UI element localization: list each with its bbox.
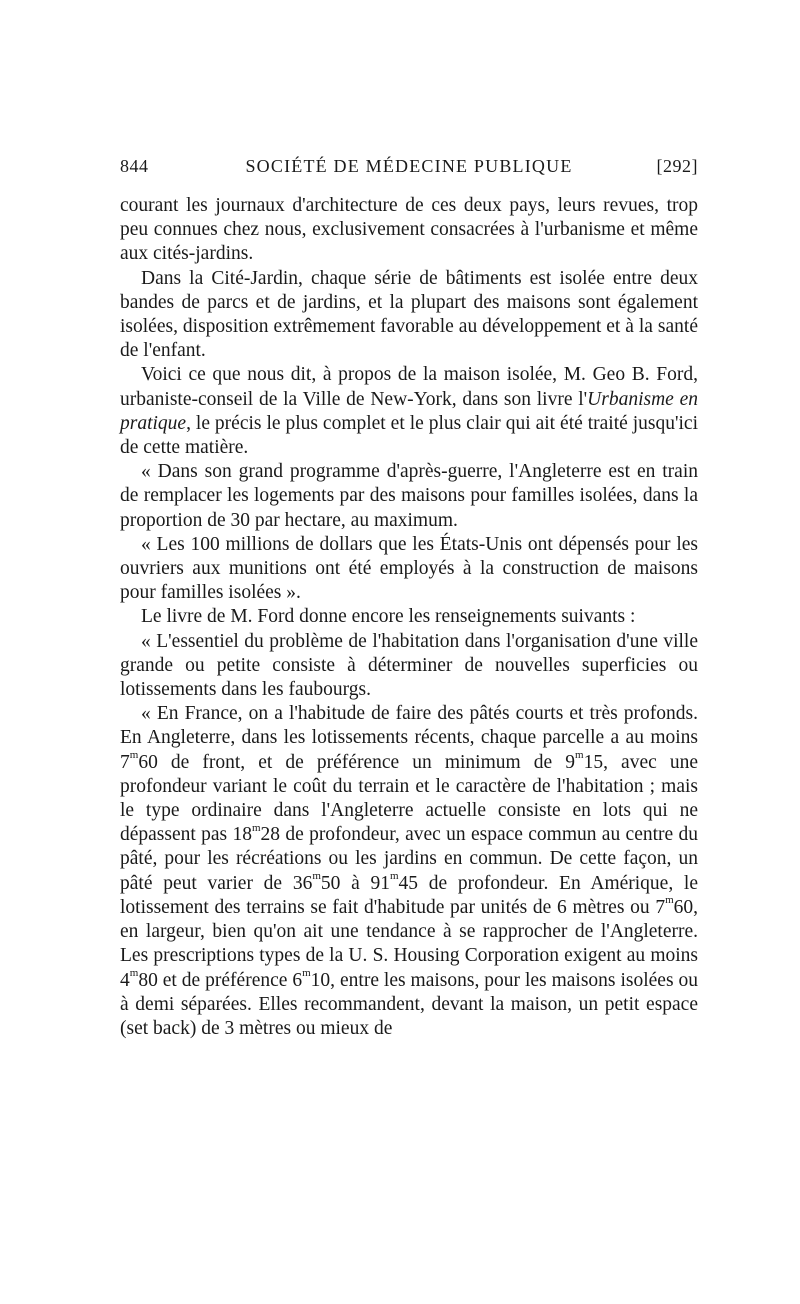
book-title: Urbanisme en pratique	[120, 388, 698, 434]
page-header	[120, 156, 698, 182]
paragraph	[120, 363, 698, 460]
paragraph: Le livre de M. Ford donne encore les renseignements suivants :	[141, 606, 636, 628]
body-text	[120, 194, 698, 1041]
paragraph: « Dans son grand programme d'après-guerre, l'Angleterre est en train de remplacer les logements par des maisons pour familles isolées, dans la proportion de 30 par hectare, au maximum.	[120, 461, 698, 531]
paragraph-text: , le précis le plus complet et le plus clair qui ait été traité jusqu'ici de cette matière.	[120, 412, 698, 459]
bracketed-page-number: [292]	[656, 156, 698, 176]
paragraph: « En France, on a l'habitude de faire des pâtés courts et très profonds. En Angleterre, dans les lotissements récents, chaque parcelle a au moins 7$^m$60 de front, et de préférence un minimum de 9$^m$15, avec une profondeur variant le coût du terrain et le caractère de l'habitation ; mais le type ordinaire dans l'Angleterre actuelle consiste en lots qui ne dépassent pas 18$^m$28 de profondeur, avec un espace commun au centre du pâté, pour les récréations ou les jardins en commun. De cette façon, un pâté peut varier de 36$^m$50 à 91$^m$45 de profondeur. En Amérique, le lotissement des terrains se fait d'habitude par unités de 6 mètres ou 7$^m$60, en largeur, bien qu'on ait une tendance à se rapprocher de l'Angleterre. Les prescriptions types de la U. S. Housing Corporation exigent au moins 4$^m$80 et de préférence 6$^m$10, entre les maisons, pour les maisons isolées ou à demi séparées. Elles recommandent, devant la maison, un petit espace (set back) de 3 mètres ou mieux de	[120, 703, 698, 1039]
page-number: 844	[120, 156, 149, 176]
paragraph: « L'essentiel du problème de l'habitation dans l'organisation d'une ville grande ou petite consiste à déterminer de nouvelles superficies ou lotissements dans les faubourgs.	[120, 630, 698, 701]
paragraph: « Les 100 millions de dollars que les États-Unis ont dépensés pour les ouvriers aux munitions ont été employés à la construction de maisons pour familles isolées ».	[120, 533, 698, 604]
paragraph: courant les journaux d'architecture de ces deux pays, leurs revues, trop peu connues chez nous, exclusivement consacrées à l'urbanisme et même aux cités-jardins.	[120, 195, 698, 265]
running-title: SOCIÉTÉ DE MÉDECINE PUBLIQUE	[245, 156, 573, 176]
paragraph-text: Voici ce que nous dit, à propos de la maison isolée, M. Geo B. Ford, urbaniste-conseil de la Ville de New-York, dans son livre l'	[120, 364, 698, 410]
paragraph: Dans la Cité-Jardin, chaque série de bâtiments est isolée entre deux bandes de parcs et de jardins, et la plupart des maisons sont également isolées, disposition extrêmement favorable au développement et à la santé de l'enfant.	[120, 267, 698, 362]
